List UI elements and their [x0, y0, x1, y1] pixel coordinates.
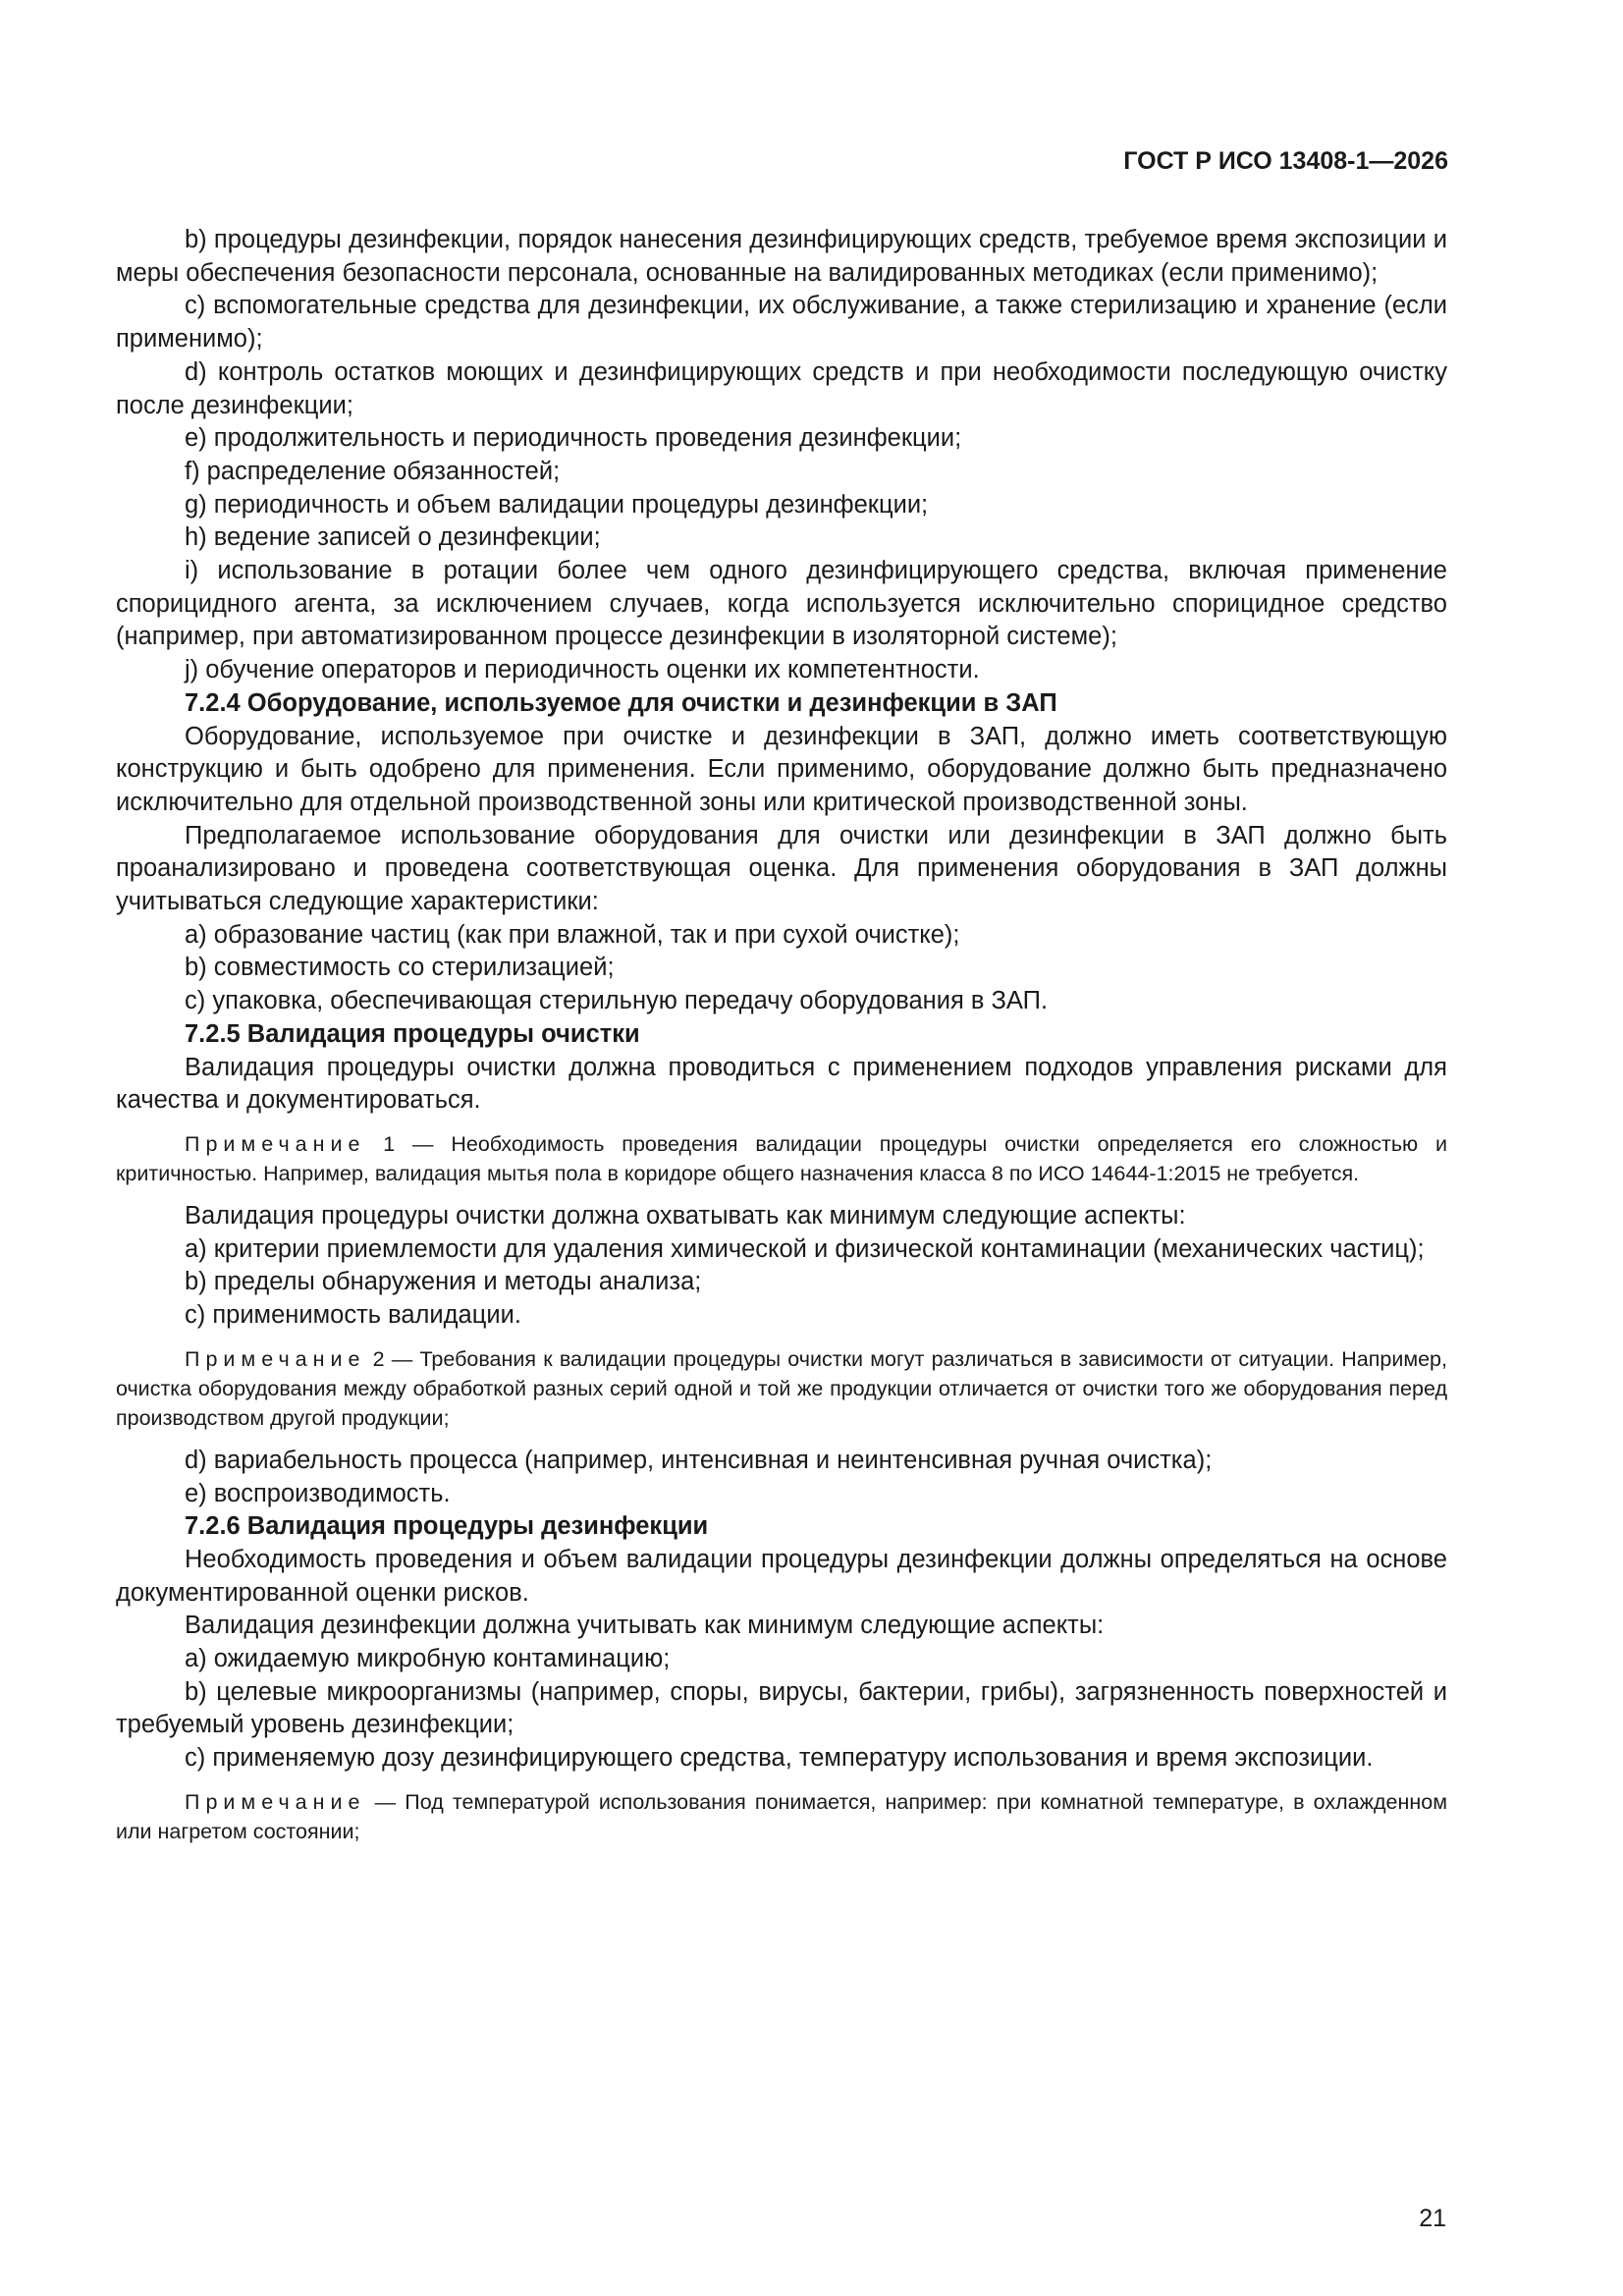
section-heading-7-2-5: 7.2.5 Валидация процедуры очистки	[185, 1019, 640, 1048]
list-item: f) распределение обязанностей;	[185, 457, 561, 485]
list-item: a) ожидаемую микробную контаминацию;	[185, 1645, 671, 1673]
paragraph: Предполагаемое использование оборудования для очистки или дезинфекции в ЗАП должно быть проанализировано и проведена соответствующая оценка. Для применения оборудования в ЗАП должны учитываться следующие характеристики:	[116, 821, 1447, 916]
paragraph: Необходимость проведения и объем валидации процедуры дезинфекции должны определяться на основе документированной оценки рисков.	[116, 1545, 1447, 1607]
section-heading-7-2-6: 7.2.6 Валидация процедуры дезинфекции	[185, 1512, 709, 1541]
note-text: 1 — Необходимость проведения валидации процедуры очистки определяется его сложностью и критичностью. Например, валидация мытья пола в коридоре общего назначения класса 8 по ИСО 14644-1:2015 не требуется.	[116, 1131, 1448, 1185]
paragraph: Оборудование, используемое при очистке и дезинфекции в ЗАП, должно иметь соответствующую конструкцию и быть одобрено для применения. Если применимо, оборудование должно быть предназначено исключительно для отдельной производственной зоны или критической производственной зоны.	[116, 722, 1447, 816]
note-3	[116, 1787, 1447, 1846]
page-number: 21	[1419, 2205, 1446, 2232]
list-item: c) вспомогательные средства для дезинфекции, их обслуживание, а также стерилизацию и хранение (если применимо);	[116, 292, 1447, 354]
list-item: d) вариабельность процесса (например, интенсивная и неинтенсивная ручная очистка);	[185, 1446, 1213, 1474]
paragraph: Валидация дезинфекции должна учитывать как минимум следующие аспекты:	[185, 1612, 1105, 1640]
note-label: Примечание	[185, 1346, 366, 1371]
paragraph: Валидация процедуры очистки должна охватывать как минимум следующие аспекты:	[185, 1201, 1186, 1230]
list-item: b) совместимость со стерилизацией;	[185, 954, 615, 982]
list-item: d) контроль остатков моющих и дезинфицирующих средств и при необходимости последующую очистку после дезинфекции;	[116, 357, 1447, 419]
note-label: Примечание	[185, 1131, 366, 1156]
note-text: — Под температурой использования понимается, например: при комнатной температуре, в охлажденном или нагретом состоянии;	[116, 1789, 1447, 1843]
paragraph: Валидация процедуры очистки должна проводиться с применением подходов управления рисками для качества и документироваться.	[116, 1053, 1447, 1115]
list-item: c) упаковка, обеспечивающая стерильную передачу оборудования в ЗАП.	[185, 987, 1049, 1015]
list-item: i) использование в ротации более чем одного дезинфицирующего средства, включая применение спорицидного агента, за исключением случаев, когда используется исключительно спорицидное средство (например, при автоматизированном процессе дезинфекции в изоляторной системе);	[116, 557, 1447, 651]
list-item: g) периодичность и объем валидации процедуры дезинфекции;	[185, 490, 929, 519]
page-content	[116, 224, 1447, 1846]
list-item: b) процедуры дезинфекции, порядок нанесения дезинфицирующих средств, требуемое время экспозиции и меры обеспечения безопасности персонала, основанные на валидированных методиках (если применимо);	[116, 226, 1447, 287]
note-label: Примечание	[185, 1789, 366, 1814]
note-1	[116, 1129, 1447, 1188]
section-heading-7-2-4: 7.2.4 Оборудование, используемое для очистки и дезинфекции в ЗАП	[185, 688, 1057, 717]
list-item: e) продолжительность и периодичность проведения дезинфекции;	[185, 424, 962, 453]
list-item: e) воспроизводимость.	[185, 1479, 451, 1507]
note-2	[116, 1344, 1447, 1433]
list-item: c) применяемую дозу дезинфицирующего средства, температуру использования и время экспозиции.	[185, 1744, 1374, 1773]
list-item: b) целевые микроорганизмы (например, споры, вирусы, бактерии, грибы), загрязненность поверхностей и требуемый уровень дезинфекции;	[116, 1677, 1447, 1739]
document-header: ГОСТ Р ИСО 13408-1—2026	[1123, 147, 1448, 175]
list-item: j) обучение операторов и периодичность оценки их компетентности.	[185, 656, 980, 684]
list-item: a) образование частиц (как при влажной, так и при сухой очистке);	[185, 920, 960, 949]
list-item: b) пределы обнаружения и методы анализа;	[185, 1268, 702, 1296]
note-text: 2 — Требования к валидации процедуры очистки могут различаться в зависимости от ситуации. Например, очистка оборудования между обработкой разных серий одной и той же продукции отличается от очистки того же оборудования перед производством другой продукции;	[116, 1346, 1447, 1430]
list-item: h) ведение записей о дезинфекции;	[185, 523, 601, 552]
list-item: a) критерии приемлемости для удаления химической и физической контаминации (механических частиц);	[185, 1234, 1425, 1263]
list-item: c) применимость валидации.	[185, 1301, 521, 1330]
